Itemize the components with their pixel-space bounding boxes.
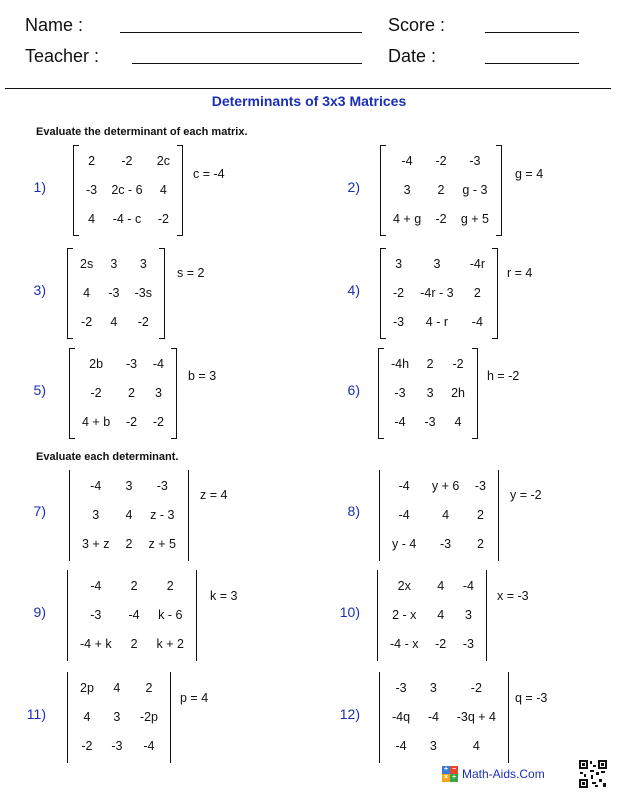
matrix	[82, 147, 174, 234]
matrix-cell: -3	[108, 286, 120, 300]
determinant-bar-right	[498, 470, 499, 561]
determinant-bar-left	[67, 570, 68, 661]
matrix-cell: -2p	[139, 710, 158, 724]
variable-value: g = 4	[515, 167, 544, 181]
matrix-cell: -4	[143, 739, 155, 753]
bracket-right	[171, 348, 177, 439]
determinant-bar-left	[67, 672, 68, 763]
matrix-cell: 2	[437, 183, 445, 197]
matrix-cell: 3	[113, 710, 121, 724]
bracket-left	[380, 145, 386, 236]
bracket-left	[73, 145, 79, 236]
matrix-cell: -2	[81, 739, 93, 753]
matrix-cell: 3	[429, 739, 437, 753]
matrix-cell: -2	[435, 637, 447, 651]
bracket-right	[472, 348, 478, 439]
matrix-cell: 2	[476, 537, 484, 551]
determinant	[386, 572, 478, 659]
matrix	[78, 350, 168, 437]
matrix-cell: g + 5	[460, 212, 489, 226]
variable-value: y = -2	[510, 488, 542, 502]
matrix-cell: -3	[440, 537, 452, 551]
matrix-cell: 4	[472, 739, 480, 753]
matrix-cell: -4h	[391, 357, 410, 371]
problem-number: 9)	[33, 604, 46, 620]
variable-value: s = 2	[177, 266, 205, 280]
matrix-cell: -4	[394, 415, 406, 429]
determinant-bar-right	[188, 470, 189, 561]
matrix-cell: 2	[145, 681, 153, 695]
matrix-cell: -3	[90, 608, 102, 622]
determinant	[78, 472, 180, 559]
matrix-cell: 2	[130, 579, 138, 593]
matrix-cell: 4	[437, 608, 445, 622]
matrix-cell: -3	[395, 681, 407, 695]
variable-value: z = 4	[200, 488, 228, 502]
matrix-cell: -4	[395, 739, 407, 753]
problem-number: 12)	[339, 706, 360, 722]
matrix-cell: 3	[464, 608, 472, 622]
bracket-right	[159, 248, 165, 339]
bracket-right	[496, 145, 502, 236]
problem-number: 7)	[33, 503, 46, 519]
bracket-left	[378, 348, 384, 439]
score-label: Score :	[388, 15, 446, 35]
section-2-instruction: Evaluate each determinant.	[36, 451, 179, 463]
matrix-cell: 2	[88, 154, 96, 168]
matrix-cell: 4	[454, 415, 462, 429]
determinant	[388, 674, 500, 761]
determinant-bar-left	[379, 470, 380, 561]
matrix-cell: -4	[427, 710, 439, 724]
matrix-cell: 2	[476, 508, 484, 522]
matrix-cell: 2c - 6	[111, 183, 143, 197]
bracket-left	[69, 348, 75, 439]
brand-text: Math-Aids.Com	[462, 767, 545, 781]
determinant-bar-right	[196, 570, 197, 661]
matrix-cell: -2	[137, 315, 149, 329]
matrix	[389, 147, 493, 234]
matrix-cell: -2	[90, 386, 102, 400]
matrix	[389, 250, 489, 337]
matrix-cell: 2s	[80, 257, 94, 271]
matrix-cell: g - 3	[462, 183, 488, 197]
section-1-instruction: Evaluate the determinant of each matrix.	[36, 126, 248, 138]
matrix-cell: 4 + b	[82, 415, 111, 429]
matrix-cell: -4	[398, 479, 410, 493]
variable-value: k = 3	[210, 589, 238, 603]
problem-number: 6)	[347, 382, 360, 398]
bracket-right	[492, 248, 498, 339]
matrix-cell: 2	[426, 357, 434, 371]
matrix-cell: -3	[394, 386, 406, 400]
variable-value: p = 4	[180, 691, 209, 705]
matrix-cell: 4	[125, 508, 133, 522]
matrix-cell: 4	[437, 579, 445, 593]
matrix-cell: -2	[121, 154, 133, 168]
matrix-cell: 4 + g	[393, 212, 422, 226]
matrix-cell: 3	[403, 183, 411, 197]
matrix-cell: -2	[157, 212, 169, 226]
bracket-right	[177, 145, 183, 236]
name-line[interactable]	[120, 32, 362, 33]
matrix-cell: -3q + 4	[456, 710, 496, 724]
matrix-cell: -2	[435, 154, 447, 168]
matrix-cell: -4	[462, 579, 474, 593]
matrix-cell: z - 3	[150, 508, 175, 522]
matrix-cell: -4	[128, 608, 140, 622]
problem-number: 8)	[347, 503, 360, 519]
matrix-cell: -3	[125, 357, 138, 371]
matrix-cell: k + 2	[156, 637, 184, 651]
worksheet-title: Determinants of 3x3 Matrices	[211, 93, 407, 109]
matrix-cell: 2h	[451, 386, 465, 400]
problem-number: 1)	[33, 179, 46, 195]
problem-number: 3)	[33, 282, 46, 298]
matrix-cell: 3	[154, 386, 162, 400]
matrix-cell: -3	[156, 479, 168, 493]
variable-value: h = -2	[487, 369, 520, 383]
matrix-cell: 2	[473, 286, 481, 300]
determinant-bar-right	[170, 672, 171, 763]
matrix-cell: y - 4	[392, 537, 417, 551]
determinant-bar-right	[486, 570, 487, 661]
matrix-cell: 4	[110, 315, 118, 329]
variable-value: c = -4	[193, 167, 225, 181]
variable-value: r = 4	[507, 266, 533, 280]
matrix-cell: -4	[398, 508, 410, 522]
matrix-cell: 3	[92, 508, 100, 522]
matrix-cell: 3	[125, 479, 133, 493]
teacher-line[interactable]	[132, 63, 362, 64]
determinant	[76, 674, 162, 761]
matrix-cell: -4	[471, 315, 483, 329]
matrix-cell: z + 5	[148, 537, 176, 551]
matrix-cell: y + 6	[431, 479, 460, 493]
matrix-cell: -4	[90, 479, 102, 493]
matrix-cell: 3	[395, 257, 403, 271]
matrix-cell: 4	[159, 183, 167, 197]
matrix-cell: 2x	[397, 579, 411, 593]
matrix-cell: -4r - 3	[420, 286, 454, 300]
matrix-cell: 4	[83, 710, 91, 724]
matrix-cell: 3	[426, 386, 434, 400]
calculator-icon: + − × ÷	[443, 766, 457, 781]
matrix-cell: 4	[88, 212, 96, 226]
matrix-cell: 3	[110, 257, 118, 271]
matrix-cell: 2	[166, 579, 174, 593]
determinant-bar-left	[69, 470, 70, 561]
matrix-cell: 2b	[89, 357, 104, 371]
matrix-cell: -2	[470, 681, 482, 695]
matrix-cell: 2 - x	[392, 608, 417, 622]
name-label: Name :	[25, 15, 84, 35]
bracket-left	[67, 248, 73, 339]
matrix-cell: -4	[90, 579, 102, 593]
matrix-cell: 3 + z	[82, 537, 110, 551]
matrix-cell: -3	[393, 315, 405, 329]
matrix-cell: 4 - r	[425, 315, 449, 329]
matrix-cell: 2c	[156, 154, 170, 168]
variable-value: x = -3	[497, 589, 529, 603]
determinant	[76, 572, 188, 659]
matrix-cell: 4	[113, 681, 121, 695]
matrix-cell: -4 - c	[112, 212, 142, 226]
matrix-cell: -4q	[392, 710, 411, 724]
determinant-bar-left	[377, 570, 378, 661]
determinant-bar-right	[508, 672, 509, 763]
matrix-cell: -3	[469, 154, 481, 168]
matrix-cell: 2p	[80, 681, 94, 695]
matrix-cell: -3	[86, 183, 98, 197]
brand-logo	[442, 766, 545, 782]
matrix-cell: 2	[125, 537, 133, 551]
matrix-cell: -3s	[134, 286, 152, 300]
score-line[interactable]	[485, 32, 579, 33]
matrix-cell: 3	[139, 257, 147, 271]
problem-number: 5)	[33, 382, 46, 398]
matrix-cell: 3	[433, 257, 441, 271]
problem-number: 11)	[26, 706, 46, 722]
teacher-label: Teacher :	[25, 46, 100, 66]
matrix-cell: -3	[111, 739, 123, 753]
matrix-cell: 4	[83, 286, 91, 300]
header-divider	[5, 88, 611, 89]
variable-value: q = -3	[515, 691, 548, 705]
qr-code-icon	[579, 760, 607, 788]
variable-value: b = 3	[188, 369, 217, 383]
matrix-cell: -2	[435, 212, 447, 226]
determinant-bar-left	[379, 672, 380, 763]
matrix-cell: 2	[130, 637, 138, 651]
matrix-cell: -4	[152, 357, 164, 371]
matrix-cell: 2	[128, 386, 135, 400]
matrix	[76, 250, 156, 337]
matrix-cell: -2	[81, 315, 93, 329]
bracket-left	[380, 248, 386, 339]
matrix-cell: -2	[152, 415, 164, 429]
matrix-cell: -4 - x	[390, 637, 419, 651]
matrix-cell: -2	[393, 286, 405, 300]
problem-number: 2)	[347, 179, 360, 195]
problem-number: 4)	[347, 282, 360, 298]
matrix-cell: -4 + k	[80, 637, 112, 651]
matrix-cell: -4r	[469, 257, 485, 271]
matrix	[387, 350, 469, 437]
matrix-cell: -3	[424, 415, 436, 429]
problem-number: 10)	[339, 604, 360, 620]
matrix-cell: 3	[429, 681, 437, 695]
matrix-cell: -4	[401, 154, 413, 168]
matrix-cell: 4	[442, 508, 450, 522]
matrix-cell: k - 6	[158, 608, 183, 622]
matrix-cell: -3	[474, 479, 486, 493]
matrix-cell: -2	[452, 357, 464, 371]
matrix-cell: -2	[125, 415, 138, 429]
determinant	[388, 472, 490, 559]
date-label: Date :	[388, 46, 437, 66]
matrix-cell: -3	[462, 637, 474, 651]
date-line[interactable]	[485, 63, 579, 64]
